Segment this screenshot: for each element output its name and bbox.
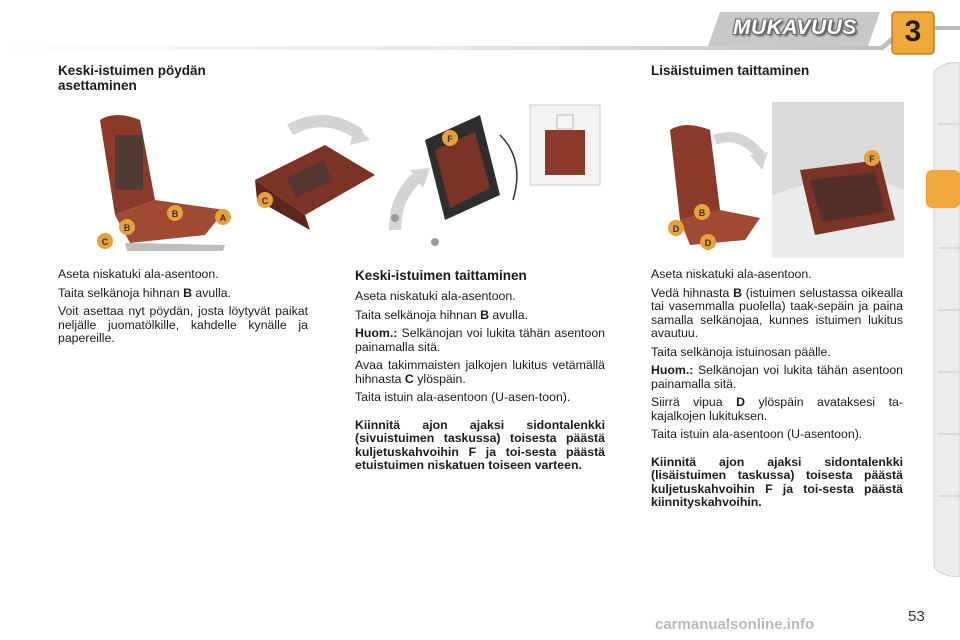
paragraph: Voit asettaa nyt pöydän, josta löytyvät paikat neljälle juomatölkille, kahdelle kynälle ja papereille. [58, 304, 308, 345]
watermark: carmanualsonline.info [655, 616, 815, 633]
fold-arrow-icon [290, 121, 360, 135]
callout-b: B [698, 208, 706, 218]
chapter-title: MUKAVUUS [733, 16, 857, 39]
paragraph: Aseta niskatuki ala-asentoon. [651, 267, 812, 281]
paragraph: Siirrä vipua D ylöspäin avataksesi ta-kajalkojen lukituksen. [651, 395, 903, 423]
active-chapter-tab [926, 170, 960, 208]
paragraph: Taita selkänoja hihnan B avulla. [58, 285, 231, 300]
paragraph: Huom.: Selkänojan voi lukita tähän asentoon painamalla sitä. [355, 326, 605, 354]
right-section-title: Lisäistuimen taittaminen [651, 63, 810, 78]
paragraph: Vedä hihnasta B (istuimen selustassa oikealla tai vasemmalla puolella) taak-sepäin ja paina samalla selkänojaa, kunnes istuimen lukitus avautuu. [651, 285, 903, 340]
callout-b: B [171, 209, 179, 219]
middle-section-title: Keski-istuimen taittaminen [355, 268, 527, 283]
callout-c: C [101, 237, 109, 247]
page-number: 53 [908, 608, 925, 625]
callout-b: B [123, 223, 131, 233]
paragraph: Taita selkänoja hihnan B avulla. [355, 307, 528, 322]
paragraph: Taita istuin ala-asentoon (U-asentoon). [651, 427, 863, 441]
chapter-number: 3 [904, 15, 922, 48]
callout-f: F [869, 154, 875, 164]
callout-d: D [704, 238, 712, 248]
paragraph: Huom.: Selkänojan voi lukita tähän asentoon painamalla sitä. [651, 363, 903, 391]
left-column-text [58, 268, 308, 351]
warning-text: Kiinnitä ajon ajaksi sidontalenkki (lisäistuimen taskussa) toisesta päästä kuljetuskahvoihin F ja toi-sesta päästä kiinnityskahvoihin. [651, 454, 903, 509]
callout-d: D [672, 224, 680, 234]
callout-f: F [447, 134, 453, 144]
extra-seat-fold-illustration [650, 100, 905, 260]
callout-a: A [219, 213, 227, 223]
paragraph: Aseta niskatuki ala-asentoon. [58, 267, 219, 281]
paragraph: Aseta niskatuki ala-asentoon. [355, 289, 516, 303]
callout-c: C [261, 196, 269, 206]
paragraph: Avaa takimmaisten jalkojen lukitus vetämällä hihnasta C ylöspäin. [355, 358, 605, 386]
warning-text: Kiinnitä ajon ajaksi sidontalenkki (sivuistuimen taskussa) toisesta päästä kuljetuskahvoihin F ja toi-sesta päästä etuistuimen niskatuen toiseen varteen. [355, 417, 605, 472]
chapter-side-tabs [924, 62, 960, 577]
fold-arrow-icon [395, 175, 420, 230]
fold-arrow-icon [715, 137, 760, 155]
middle-column-text [355, 290, 605, 478]
paragraph: Taita selkänoja istuinosan päälle. [651, 344, 831, 359]
center-seat-fold-illustration [245, 100, 605, 255]
right-column-text [651, 268, 903, 515]
paragraph: Taita istuin ala-asentoon (U-asen-toon). [355, 390, 571, 404]
left-section-title: Keski-istuimen pöydän asettaminen [58, 63, 206, 93]
seat-table-illustration [75, 105, 245, 255]
